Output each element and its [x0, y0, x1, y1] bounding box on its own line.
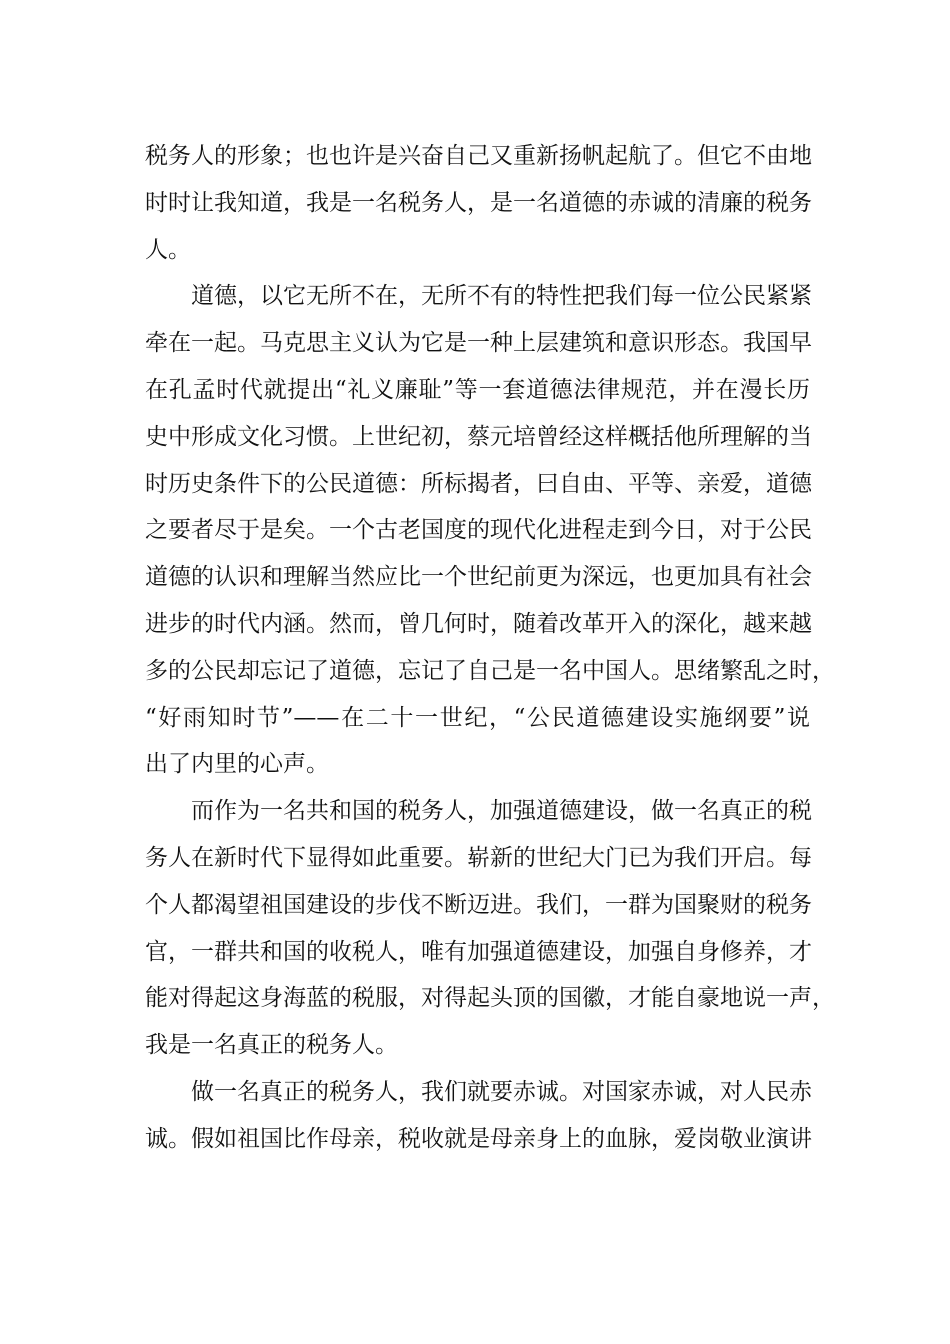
text-line: 牵在一起。马克思主义认为它是一种上层建筑和意识形态。我国早 — [145, 330, 812, 357]
text-line: 道德，以它无所不在，无所不有的特性把我们每一位公民紧紧 — [191, 283, 812, 310]
text-line: 人。 — [145, 236, 191, 263]
text-line: 多的公民却忘记了道德，忘记了自己是一名中国人。思绪繁乱之时， — [145, 657, 835, 684]
paragraph — [145, 788, 835, 1069]
paragraph — [145, 1069, 810, 1163]
text-line: 在孔孟时代就提出“礼义廉耻”等一套道德法律规范，并在漫长历 — [145, 376, 810, 403]
paragraph — [145, 133, 810, 273]
text-line: 进步的时代内涵。然而，曾几何时，随着改革开入的深化，越来越 — [145, 610, 812, 637]
text-line: 我是一名真正的税务人。 — [145, 1032, 398, 1059]
document-body — [145, 133, 835, 1163]
text-line: 务人在新时代下显得如此重要。崭新的世纪大门已为我们开启。每 — [145, 844, 812, 871]
text-line: 个人都渴望祖国建设的步伐不断迈进。我们，一群为国聚财的税务 — [145, 891, 812, 918]
text-line: 史中形成文化习惯。上世纪初，蔡元培曾经这样概括他所理解的当 — [145, 423, 812, 450]
text-line: 时历史条件下的公民道德：所标揭者，曰自由、平等、亲爱，道德 — [145, 470, 812, 497]
text-line: 而作为一名共和国的税务人，加强道德建设，做一名真正的税 — [191, 798, 812, 825]
text-line: 道德的认识和理解当然应比一个世纪前更为深远，也更加具有社会 — [145, 564, 812, 591]
text-line: 做一名真正的税务人，我们就要赤诚。对国家赤诚，对人民赤 — [191, 1078, 812, 1105]
text-line: 诚。假如祖国比作母亲，税收就是母亲身上的血脉，爱岗敬业演讲 — [145, 1125, 812, 1152]
text-line: 时时让我知道，我是一名税务人，是一名道德的赤诚的清廉的税务 — [145, 189, 812, 216]
text-line: “好雨知时节”——在二十一世纪，“公民道德建设实施纲要”说 — [145, 704, 810, 731]
text-line: 官，一群共和国的收税人，唯有加强道德建设，加强自身修养，才 — [145, 938, 812, 965]
text-line: 税务人的形象；也也许是兴奋自己又重新扬帆起航了。但它不由地 — [145, 143, 812, 169]
text-line: 能对得起这身海蓝的税服，对得起头顶的国徽，才能自豪地说一声， — [145, 985, 835, 1012]
text-line: 之要者尽于是矣。一个古老国度的现代化进程走到今日，对于公民 — [145, 517, 812, 544]
paragraph — [145, 273, 835, 788]
text-line: 出了内里的心声。 — [145, 751, 329, 778]
